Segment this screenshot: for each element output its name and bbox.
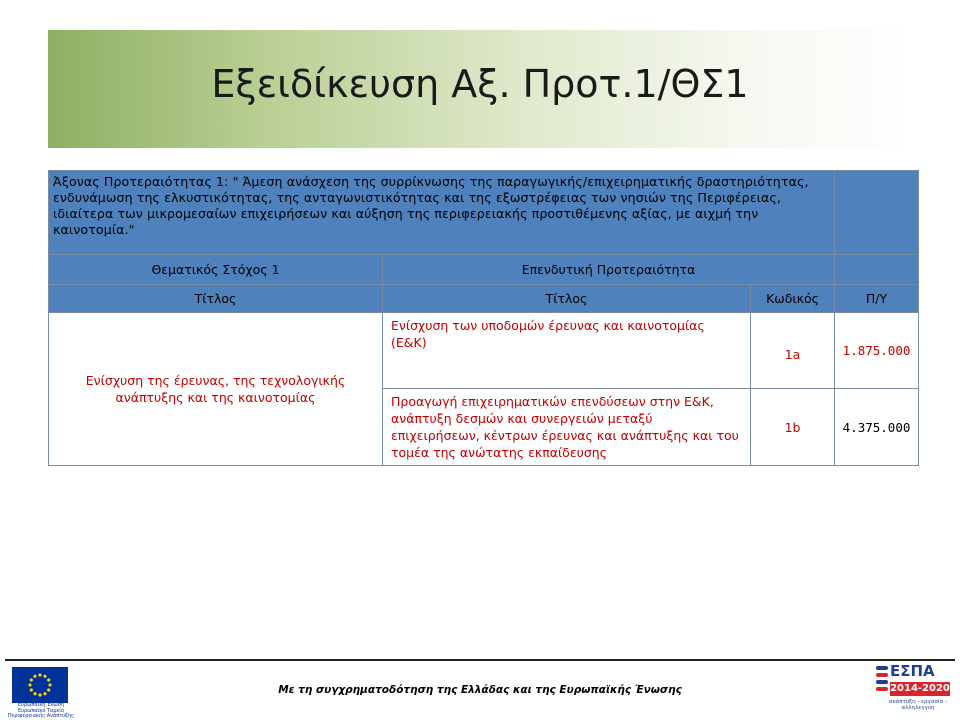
investment-code: 1a [751,313,835,389]
espa-stripes-icon [876,666,888,694]
column-header-row [49,285,919,313]
espa-title: ΕΣΠΑ [890,662,935,680]
espa-years: 2014-2020 [890,683,950,694]
espa-tagline: ανάπτυξη - εργασία - αλληλεγγύη [888,699,948,711]
investment-title: Ενίσχυση των υποδομών έρευνας και καινοτομίας (Ε&Κ) [383,313,751,389]
investment-amount: 4.375.000 [835,389,919,466]
espa-logo [874,662,954,710]
cofunding-statement: Με τη συγχρηματοδότηση της Ελλάδας και της Ευρωπαϊκής Ένωσης [278,684,682,696]
axis-description: Άξονας Προτεραιότητας 1: " Άμεση ανάσχεση της συρρίκνωσης της παραγωγικής/επιχειρηματικής δραστηριότητας, ενδυνάμωση της ελκυστικότητας, της ανταγωνιστικότητας και της εξωστρέφειας των νησιών της Περιφέρειας, ιδιαίτερα των μικρομεσαίων επιχειρήσεων και αύξηση της περιφερειακής προστιθέμενης αξίας, με αιχμή την καινοτομία." [49,171,835,255]
investment-title: Προαγωγή επιχειρηματικών επενδύσεων στην Ε&Κ, ανάπτυξη δεσμών και συνεργειών μεταξύ επιχειρήσεων, κέντρων έρευνας και ανάπτυξης και του τομέα της ανώτατης εκπαίδευσης [383,389,751,466]
slide-title: Εξειδίκευση Αξ. Προτ.1/ΘΣ1 [211,62,749,106]
thematic-objective-header: Θεματικός Στόχος 1 [49,255,383,285]
thematic-title: Ενίσχυση της έρευνας, της τεχνολογικής ανάπτυξης και της καινοτομίας [49,313,383,466]
investment-code: 1b [751,389,835,466]
eu-logo-caption: Ευρωπαϊκή Ένωση Ευρωπαϊκό Ταμείο Περιφερειακής Ανάπτυξης [7,702,75,719]
table-row [49,313,919,389]
axis-row [49,171,919,255]
col-amount: Π/Υ [835,285,919,313]
header-row [49,255,919,285]
col-code: Κωδικός [751,285,835,313]
axis-empty-cell [835,171,919,255]
footer-divider [5,659,955,661]
priority-table [48,170,919,466]
investment-amount: 1.875.000 [835,313,919,389]
col-title-investment: Τίτλος [383,285,751,313]
col-title-thematic: Τίτλος [49,285,383,313]
header-empty-cell [835,255,919,285]
investment-priority-header: Επενδυτική Προτεραιότητα [383,255,835,285]
priority-table-container [48,170,918,466]
